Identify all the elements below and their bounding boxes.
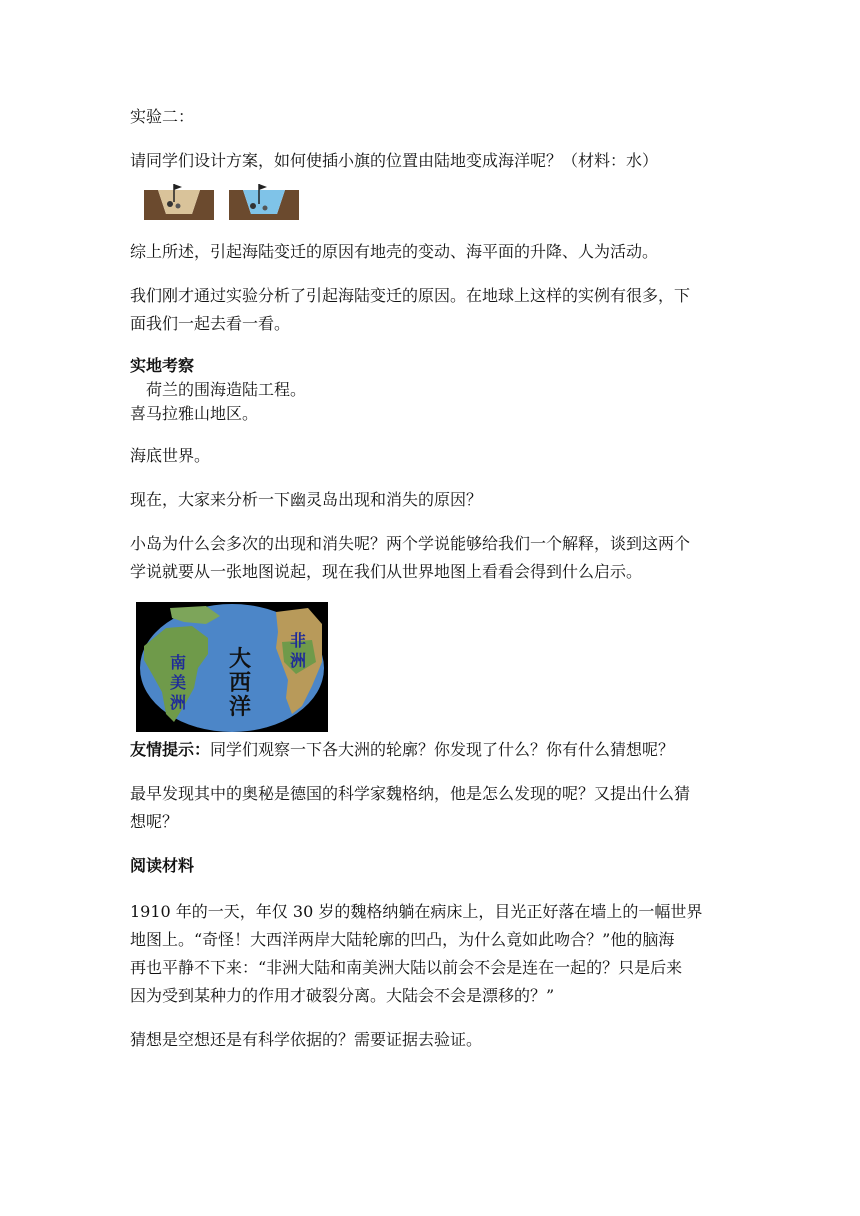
map-label-africa	[290, 631, 306, 670]
field-study-heading: 实地考察	[130, 356, 195, 375]
map-label-south-america-2: 美	[169, 673, 187, 692]
experiment-illustration-land	[140, 178, 218, 220]
field-study-item-himalaya: 喜马拉雅山地区。	[130, 404, 259, 423]
paragraph-line-2: 学说就要从一张地图说起，现在我们从世界地图上看看会得到什么启示。	[130, 562, 643, 581]
tip-text: 同学们观察一下各大洲的轮廓？你发现了什么？你有什么猜想呢？	[210, 740, 675, 759]
map-label-south-america-1: 南	[169, 653, 187, 672]
closing-text: 猜想是空想还是有科学依据的？需要证据去验证。	[130, 1030, 483, 1049]
summary-text: 综上所述，引起海陆变迁的原因有地壳的变动、海平面的升降、人为活动。	[130, 242, 659, 261]
intro-line-2: 面我们一起去看一看。	[130, 314, 291, 333]
reading-line-3: 再也平静不下来：“非洲大陆和南美洲大陆以前会不会是连在一起的？只是后来	[130, 958, 683, 977]
map-label-atlantic-3: 洋	[228, 695, 252, 720]
map-label-africa-1: 非	[289, 631, 307, 650]
experiment-illustration-water	[225, 178, 303, 220]
experiment-2-heading: 实验二：	[130, 107, 195, 126]
reading-line-1: 1910 年的一天，年仅 30 岁的魏格纳躺在病床上，目光正好落在墙上的一幅世界	[130, 902, 703, 921]
reading-line-2: 地图上。“奇怪！大西洋两岸大陆轮廓的凹凸，为什么竟如此吻合？”他的脑海	[130, 930, 675, 949]
intro-line-1: 我们刚才通过实验分析了引起海陆变迁的原因。在地球上这样的实例有很多，下	[130, 286, 691, 305]
map-label-south-america	[170, 653, 186, 712]
field-study-item-seafloor: 海底世界。	[130, 446, 211, 465]
ghost-island-question: 现在，大家来分析一下幽灵岛出现和消失的原因？	[130, 490, 483, 509]
tip-line	[130, 734, 730, 766]
experiment-2-question: 请同学们设计方案，如何使插小旗的位置由陆地变成海洋呢？（材料：水）	[130, 151, 659, 170]
wegener-line-2: 想呢？	[130, 812, 179, 831]
wegener-line-1: 最早发现其中的奥秘是德国的科学家魏格纳，他是怎么发现的呢？又提出什么猜	[130, 784, 691, 803]
reading-line-4: 因为受到某种力的作用才破裂分离。大陆会不会是漂移的？”	[130, 986, 555, 1005]
reading-material-heading: 阅读材料	[130, 856, 195, 875]
map-label-atlantic-1: 大	[228, 647, 252, 672]
tip-label: 友情提示：	[130, 740, 211, 759]
world-map-figure	[136, 602, 328, 732]
field-study-item-netherlands: 荷兰的围海造陆工程。	[146, 380, 307, 399]
map-label-atlantic-2: 西	[228, 671, 252, 696]
map-label-south-america-3: 洲	[169, 693, 187, 712]
paragraph-line-1: 小岛为什么会多次的出现和消失呢？两个学说能够给我们一个解释，谈到这两个	[130, 534, 691, 553]
map-label-atlantic	[229, 647, 251, 720]
map-label-africa-2: 洲	[289, 651, 307, 670]
